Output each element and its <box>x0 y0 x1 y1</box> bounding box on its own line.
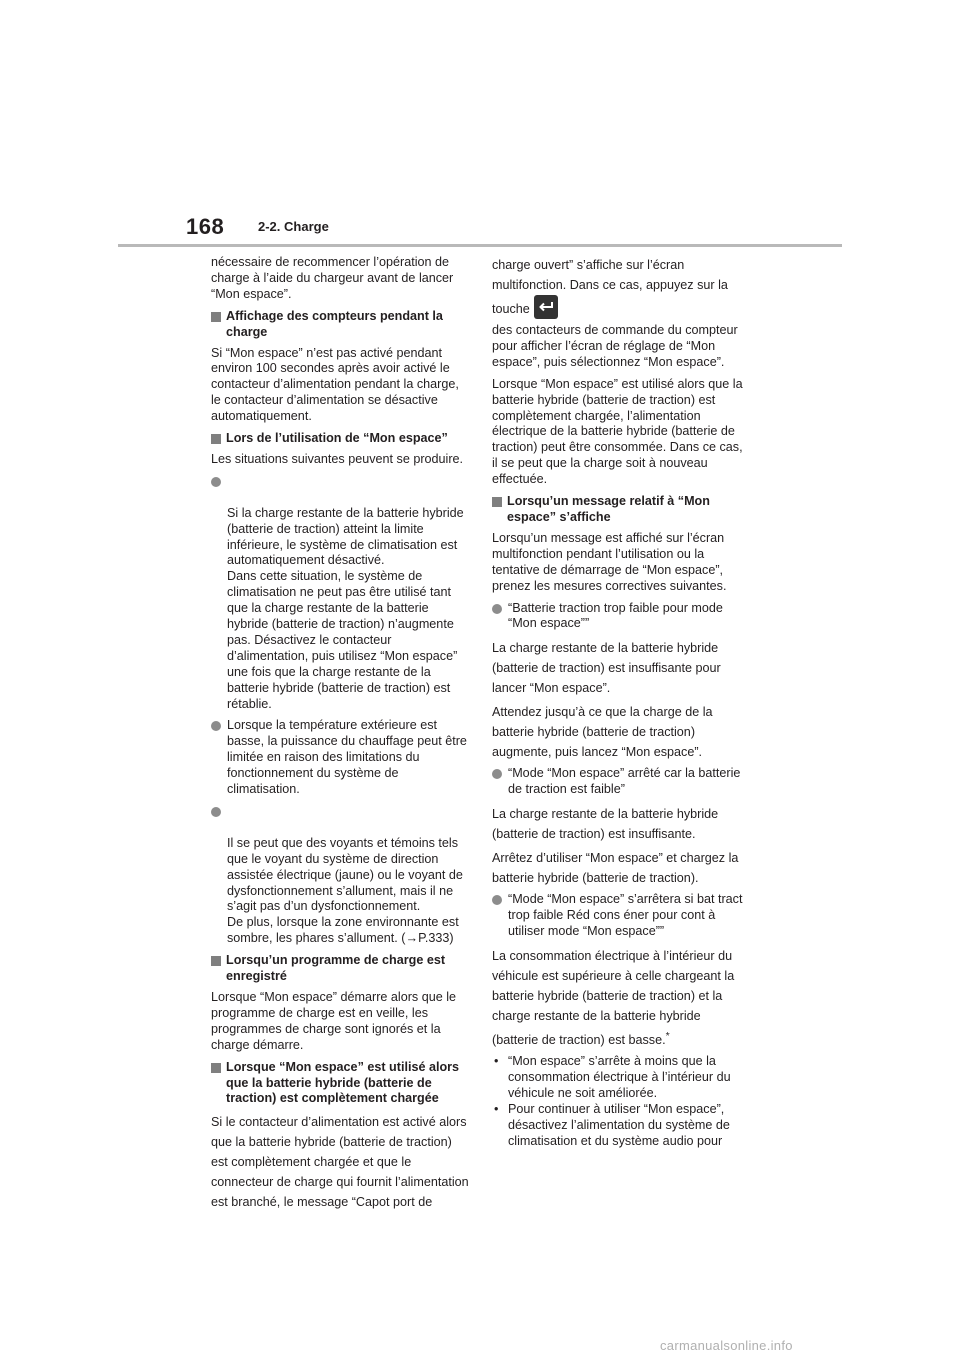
dash-bullet: • <box>494 1101 499 1116</box>
paragraph <box>492 946 750 1050</box>
paragraph: La charge restante de la batterie hybride (batterie de traction) est insuffisante pour lancer “Mon espace”. <box>492 641 721 696</box>
round-bullet-icon <box>211 721 221 731</box>
bullet-item <box>211 804 469 947</box>
round-bullet-icon <box>492 895 502 905</box>
paragraph: des contacteurs de commande du compteur pour afficher l’écran de réglage de “Mon espace”, puis sélectionnez “Mon espace”. <box>492 323 738 369</box>
paragraph: Arrêtez d’utiliser “Mon espace” et chargez la batterie hybride (batterie de traction). <box>492 851 739 886</box>
bullet-text: “Batterie traction trop faible pour mode “Mon espace”” <box>508 600 723 631</box>
bullet-item <box>492 601 750 633</box>
paragraph: Attendez jusqu’à ce que la charge de la batterie hybride (batterie de traction) augmente, puis lancez “Mon espace”. <box>492 705 713 760</box>
dash-bullet: • <box>494 1054 499 1069</box>
dash-text: Pour continuer à utiliser “Mon espace”, désactivez l’alimentation du système de climatisation et du système audio pour <box>508 1101 730 1148</box>
return-arrow-icon <box>534 295 558 319</box>
paragraph: Si “Mon espace” n’est pas activé pendant environ 100 secondes après avoir activé le contacteur d’alimentation pendant la charge, le contacteur d’alimentation se désactive automatiquement. <box>211 345 459 424</box>
heading-fully-charged <box>211 1060 469 1108</box>
paragraph-text: charge ouvert” s’affiche sur l’écran multifonction. Dans ce cas, appuyez sur la touche <box>492 258 728 316</box>
heading-text: Lorsque “Mon espace” est utilisé alors que la batterie hybride (batterie de traction) est complètement chargée <box>226 1059 460 1106</box>
paragraph: Lorsqu’un message est affiché sur l’écran multifonction pendant l’utilisation ou la tentative de démarrage de “Mon espace”, prenez les mesures correctives suivantes. <box>492 530 727 593</box>
bullet-item <box>211 474 469 713</box>
page-number: 168 <box>186 214 225 239</box>
paragraph-continued <box>492 255 750 319</box>
heading-charge-schedule <box>211 953 469 985</box>
left-column <box>211 255 469 1216</box>
square-bullet-icon <box>211 1063 221 1073</box>
right-column <box>492 255 750 1149</box>
heading-text: Affichage des compteurs pendant la charge <box>226 308 443 339</box>
paragraph: Lorsque “Mon espace” est utilisé alors que la batterie hybride (batterie de traction) est complètement chargée, l’alimentation électrique de la batterie hybride (batterie de traction) peut être consommée. Dans ce cas, il se peut que la charge soit à nouveau effectuée. <box>492 376 743 487</box>
bullet-text: Lorsque la température extérieure est basse, la puissance du chauffage peut être limitée en raison des limitations du fonctionnement du système de climatisation. <box>227 718 467 797</box>
paragraph: La charge restante de la batterie hybride (batterie de traction) est insuffisante. <box>492 807 719 842</box>
bullet-item <box>492 892 750 940</box>
dash-item <box>492 1054 750 1102</box>
square-bullet-icon <box>211 956 221 966</box>
bullet-text: “Mode “Mon espace” s’arrêtera si bat tract trop faible Réd cons éner pour cont à utiliser mode “Mon espace”” <box>508 892 743 938</box>
bullet-text: “Mode “Mon espace” arrêté car la batterie de traction est faible” <box>508 766 741 797</box>
paragraph-intro: nécessaire de recommencer l’opération de charge à l’aide du chargeur avant de lancer “Mon espace”. <box>211 255 454 301</box>
round-bullet-icon <box>492 769 502 779</box>
bullet-text: Il se peut que des voyants et témoins tels que le voyant du système de direction assistée électrique (jaune) ou le voyant de dysfonctionnement s’allument, mais il ne s’agit pas d’un dysfonctionnement. De plus, lorsque la zone environnante est sombre, les phares s’allument. (→P.333) <box>227 835 463 946</box>
dash-item <box>492 1102 750 1150</box>
header-rule <box>118 244 842 247</box>
round-bullet-icon <box>211 807 221 817</box>
bullet-item <box>492 766 750 798</box>
dash-text: “Mon espace” s’arrête à moins que la consommation électrique à l’intérieur du véhicule ne soit améliorée. <box>508 1054 731 1100</box>
heading-text: Lorsqu’un message relatif à “Mon espace” s’affiche <box>507 494 710 524</box>
watermark: carmanualsonline.info <box>660 1338 793 1353</box>
square-bullet-icon <box>492 497 502 507</box>
heading-using-my-room <box>211 431 469 447</box>
round-bullet-icon <box>211 477 221 487</box>
section-title: 2-2. Charge <box>258 219 329 234</box>
footnote-marker: * <box>665 1029 670 1042</box>
bullet-text: Si la charge restante de la batterie hybride (batterie de traction) atteint la limite inférieure, le système de climatisation est automatiquement désactivé. Dans cette situation, le système de climatisation ne peut pas être utilisé tant que la charge restante de la batterie hybride (batterie de traction) n’augmente pas. Désactivez le contacteur d’alimentation, puis utilisez “Mon espace” une fois que la charge restante de la batterie hybride (batterie de traction) est rétablie. <box>227 505 464 711</box>
heading-meter-display <box>211 309 469 341</box>
round-bullet-icon <box>492 604 502 614</box>
paragraph: Lorsque “Mon espace” démarre alors que le programme de charge est en veille, les programmes de charge sont ignorés et la charge démarre. <box>211 989 457 1052</box>
square-bullet-icon <box>211 434 221 444</box>
heading-text: Lors de l’utilisation de “Mon espace” <box>226 431 448 446</box>
heading-text: Lorsqu’un programme de charge est enregistré <box>226 953 446 984</box>
heading-message-displayed <box>492 494 750 526</box>
paragraph-text: La consommation électrique à l’intérieur du véhicule est supérieure à celle chargeant la batterie hybride (batterie de traction) et la charge restante de la batterie hybride (batterie de traction) est basse. <box>492 948 735 1048</box>
paragraph: Si le contacteur d’alimentation est activé alors que la batterie hybride (batterie de traction) est complètement chargée et que le connecteur de charge qui fournit l’alimentation est branché, le message “Capot port de <box>211 1115 469 1210</box>
square-bullet-icon <box>211 312 221 322</box>
paragraph: Les situations suivantes peuvent se produire. <box>211 451 464 466</box>
bullet-item <box>211 718 469 798</box>
